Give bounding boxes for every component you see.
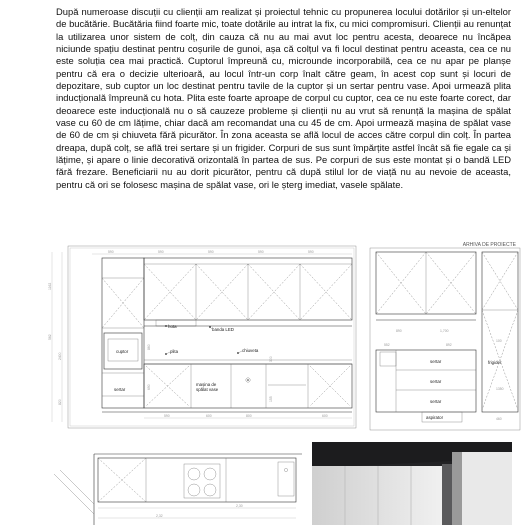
hood-label: hota xyxy=(168,324,177,329)
dim-left-2: 562 xyxy=(48,334,52,340)
dim-left-1: 1162 xyxy=(48,282,52,290)
dim-mid-1: 860 xyxy=(147,344,151,350)
dim-right-1: 890 xyxy=(396,329,402,333)
dim-top-3: 590 xyxy=(208,250,214,254)
elevation-right-svg xyxy=(366,240,522,432)
dim-mid-2: 690 xyxy=(147,384,151,390)
fridge-label: frigider xyxy=(488,360,502,365)
dim-bottom-1: 590 xyxy=(164,414,170,418)
dim-bottom-3: 800 xyxy=(246,414,252,418)
dim-bottom-2: 600 xyxy=(206,414,212,418)
kitchen-floor-plan-drawing xyxy=(46,440,304,525)
dim-right-4: 892 xyxy=(446,343,452,347)
photo-svg xyxy=(312,442,512,525)
article-paragraph: După numeroase discuții cu clienții am realizat și proiectul tehnic cu propunerea locului dotărilor și un-eltelor de bucătărie. Bucătăria fiind foarte mic, toate dotările au intrat la fix, cu mici compromisuri. Clienții au renunțat la utilizarea unor sistem de colț, din cauza că nu au mai avut loc pentru acesta, deoarece nu încăpea niciunde spațiu destinat pentru coșurile de gunoi, așa că colțul va fi locul destinat pentru aceasta, cea ce nu este soluția cea mai practică. Cuptorul împreună cu, microunde incorporabilă, cea ce nu apar pe planșe pentru că era o decizie ulterioară, au locul într-un corp înalt către geam, în acest cop sunt și locuri de depozitare, sub cuptor un loc destinat pentru tavile de la cuptor și un sertar pentru vase. Apoi urmează plita inducțională împreună cu hota. Plita este foarte aproape de corpul cu cuptor, cea ce nu este foarte corect, dar deoarece este inducțională nu o să cauzeze probleme și clienții nu au vrut să renunță la mașina de spălat vase cu 60 de cm lățime, chiar dacă am recomandat una cu 45 de cm. Apoi urmează mașina de spălat vase de 60 de cm și chiuveta fără picurător. În zona aceasta se află locul de acces către corpul din colț. În partea dreapa, după colț, se află trei sertare și un frigider. Corpuri de sus sunt împărțite astfel încât să fie egale ca și lățime, și apare o linie decorativă orizontală în partea de sus. Pe corpuri de sus este montat și o bandă LED fără frezare. Beneficiarii nu au dorit picurător, pentru că după stilul lor de viață nu au nevoie de aceasta, pentru că ori se folosesc mașina de spălat vase, ori le șterg imediat, vasele spălate. xyxy=(56,6,511,190)
drawer-label-left: sertar xyxy=(114,387,126,392)
article-text xyxy=(56,6,511,191)
kitchen-front-elevation-drawing xyxy=(46,240,360,432)
plan-dim-2: 2,32 xyxy=(156,514,163,518)
plan-svg xyxy=(46,440,304,525)
elevation-left-svg xyxy=(46,240,360,432)
dim-right-3: 552 xyxy=(384,343,390,347)
dim-top-5: 590 xyxy=(308,250,314,254)
archive-header: ARHIVA DE PROIECTE xyxy=(462,242,516,248)
dim-mid-3: 300 xyxy=(269,356,273,362)
led-strip-label: banda LED xyxy=(212,327,234,332)
dim-mid-4: 155 xyxy=(269,396,273,402)
hob-label: plita xyxy=(170,349,179,354)
dim-right-5: 100 xyxy=(496,339,502,343)
dim-right-7: 460 xyxy=(496,417,502,421)
dim-right-2: 1,700 xyxy=(440,329,449,333)
oven-label: cuptor xyxy=(116,349,129,354)
drawer-label-3: sertar xyxy=(430,399,442,404)
dim-top-2: 590 xyxy=(158,250,164,254)
kitchen-render-photo xyxy=(312,442,512,525)
dishwasher-label-line2: spălat vase xyxy=(196,387,219,392)
sink-label: chiuveta xyxy=(242,348,259,353)
drawer-label-2: sertar xyxy=(430,379,442,384)
dim-left-4: 820 xyxy=(58,399,62,405)
vacuum-label: aspirator xyxy=(426,415,444,420)
drawer-label-1: sertar xyxy=(430,359,442,364)
dim-bottom-4: 600 xyxy=(322,414,328,418)
kitchen-side-elevation-drawing xyxy=(366,240,522,432)
dim-top-1: 590 xyxy=(108,250,114,254)
dishwasher-label-line1: mașina de xyxy=(196,382,217,387)
dim-left-3: 2400 xyxy=(58,352,62,360)
plan-dim-1: 2,30 xyxy=(236,504,243,508)
dim-right-6: 1350 xyxy=(496,387,504,391)
dim-top-4: 590 xyxy=(258,250,264,254)
